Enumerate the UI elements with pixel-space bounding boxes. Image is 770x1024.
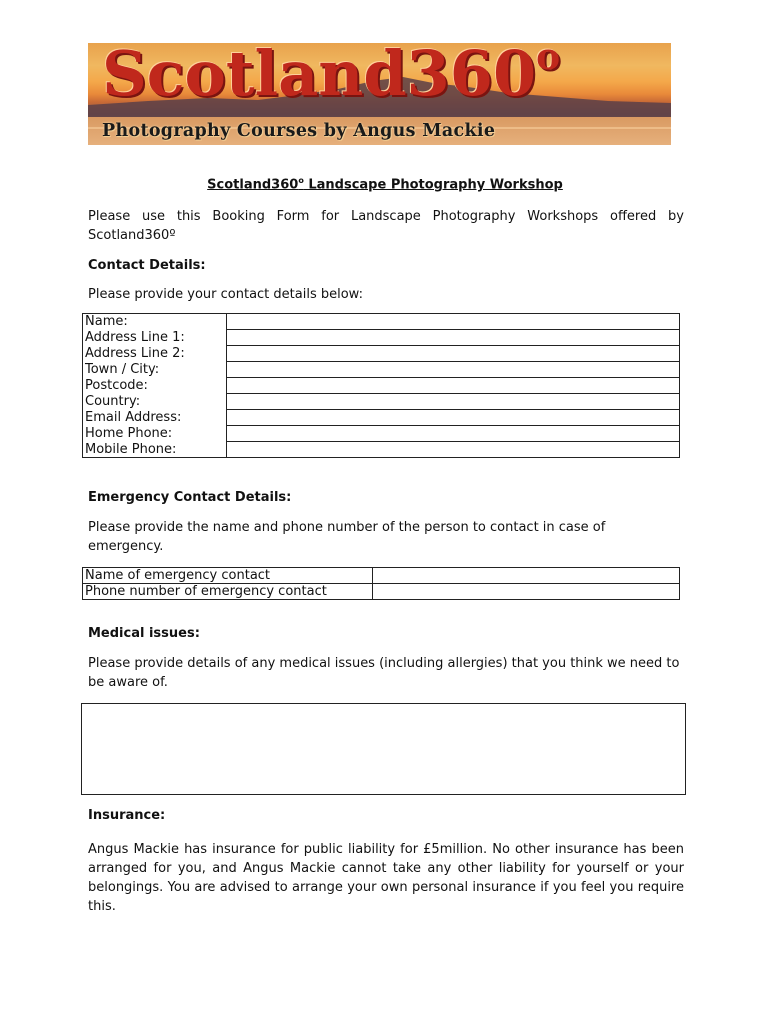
- home-phone-field[interactable]: [227, 426, 680, 442]
- emergency-instruction: Please provide the name and phone number of the person to contact in case of emergency.: [88, 520, 606, 554]
- email-field[interactable]: [227, 410, 680, 426]
- field-label: Name:: [83, 314, 227, 330]
- address-line-2-field[interactable]: [227, 346, 680, 362]
- field-label: Town / City:: [83, 362, 227, 378]
- banner-title: Scotland360$^o$: [102, 43, 560, 109]
- table-row: [83, 314, 680, 330]
- field-label: Address Line 2:: [83, 346, 227, 362]
- postcode-field[interactable]: [227, 378, 680, 394]
- table-row: [83, 426, 680, 442]
- contact-instruction: Please provide your contact details below:: [88, 287, 363, 302]
- field-label: Email Address:: [83, 410, 227, 426]
- table-row: [83, 568, 680, 584]
- contact-details-table: [82, 313, 680, 458]
- address-line-1-field[interactable]: [227, 330, 680, 346]
- medical-heading: Medical issues:: [88, 626, 200, 641]
- field-label: Mobile Phone:: [83, 442, 227, 458]
- emergency-name-field[interactable]: [373, 568, 680, 584]
- title-degree-mark: o: [298, 176, 304, 185]
- field-label: Home Phone:: [83, 426, 227, 442]
- table-row: [83, 378, 680, 394]
- table-row: [83, 330, 680, 346]
- table-row: [83, 394, 680, 410]
- insurance-paragraph: Angus Mackie has insurance for public liability for £5million. No other insurance has been arranged for you, and Angus Mackie cannot take any other liability for yourself or your belongings. You are advised to arrange your own personal insurance if you feel you require this.: [88, 842, 684, 914]
- table-row: [83, 584, 680, 600]
- field-label: Postcode:: [83, 378, 227, 394]
- contact-heading: Contact Details:: [88, 258, 206, 273]
- field-label: Country:: [83, 394, 227, 410]
- emergency-heading: Emergency Contact Details:: [88, 490, 292, 505]
- page-title: Scotland360$^o$ Landscape Photography Workshop: [207, 176, 563, 193]
- banner-subtitle: Photography Courses by Angus Mackie: [102, 121, 496, 141]
- field-label: Name of emergency contact: [83, 568, 373, 584]
- field-label: Phone number of emergency contact: [83, 584, 373, 600]
- emergency-phone-field[interactable]: [373, 584, 680, 600]
- mobile-phone-field[interactable]: [227, 442, 680, 458]
- medical-issues-field[interactable]: [81, 703, 686, 795]
- emergency-contact-table: [82, 567, 680, 600]
- intro-paragraph: Please use this Booking Form for Landscape Photography Workshops offered by Scotland360º: [88, 209, 684, 243]
- header-banner: [88, 43, 671, 145]
- table-row: [83, 362, 680, 378]
- field-label: Address Line 1:: [83, 330, 227, 346]
- country-field[interactable]: [227, 394, 680, 410]
- insurance-heading: Insurance:: [88, 808, 166, 823]
- town-city-field[interactable]: [227, 362, 680, 378]
- table-row: [83, 346, 680, 362]
- name-field[interactable]: [227, 314, 680, 330]
- table-row: [83, 410, 680, 426]
- banner-degree-mark: o: [536, 43, 561, 78]
- medical-instruction: Please provide details of any medical issues (including allergies) that you think we need to be aware of.: [88, 656, 680, 690]
- table-row: [83, 442, 680, 458]
